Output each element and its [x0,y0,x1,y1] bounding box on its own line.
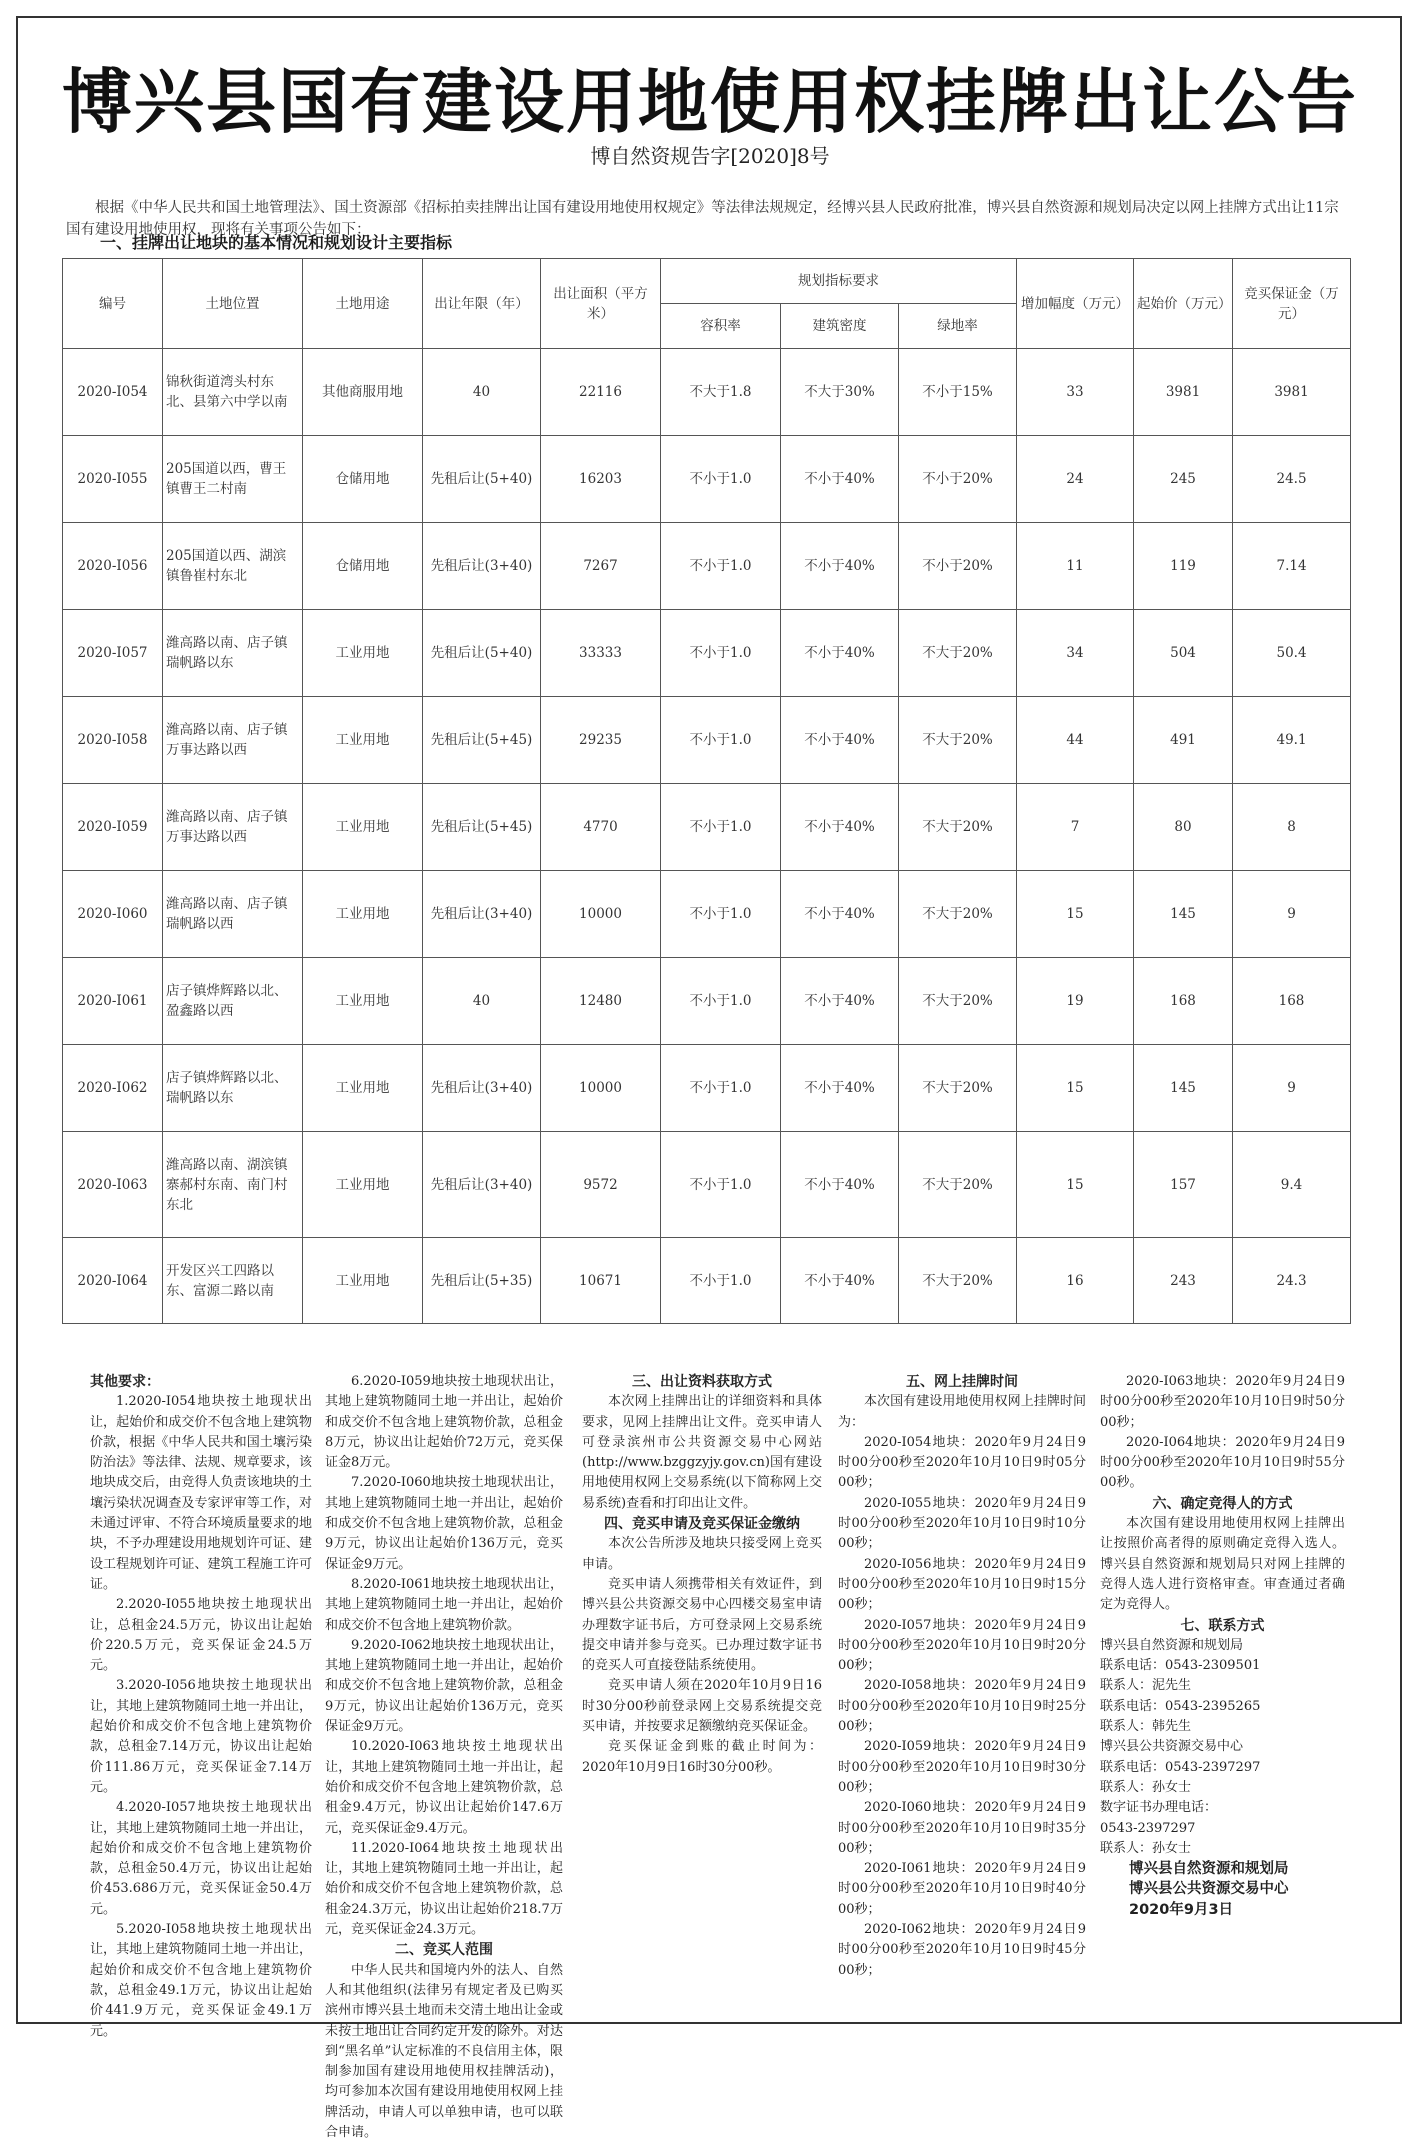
cell-deposit: 7.14 [1233,523,1351,610]
cell-location: 店子镇烨辉路以北、盈鑫路以西 [163,958,303,1045]
section-4-paragraph: 竞买申请人须携带相关有效证件，到博兴县公共资源交易中心四楼交易室申请办理数字证书后，方可登录网上交易系统提交申请并参与竞买。已办理过数字证书的竞买人可直接登陆系统使用。 [582,1576,822,1674]
cell-id: 2020-I055 [63,436,163,523]
cell-use: 工业用地 [303,1238,423,1324]
requirement-item: 9.2020-I062地块按土地现状出让，其地上建筑物随同土地一并出让，起始价和成交价不包含地上建筑物价款，总租金9万元，协议出让起始价136万元，竞买保证金9万元。 [325,1637,563,1735]
cell-id: 2020-I064 [63,1238,163,1324]
cell-id: 2020-I059 [63,784,163,871]
header-increment: 增加幅度（万元） [1017,259,1134,349]
cell-start-price: 3981 [1134,349,1233,436]
contact-line: 联系人：孙女士 [1100,1840,1192,1856]
cell-deposit: 168 [1233,958,1351,1045]
requirement-item: 11.2020-I064地块按土地现状出让，其地上建筑物随同土地一并出让，起始价和成交价不包含地上建筑物价款，总租金24.3万元，协议出让起始价218.7万元，竞买保证金24.3万元。 [325,1840,563,1938]
schedule-item: 2020-I059地块：2020年9月24日9时00分00秒至2020年10月10日9时30分00秒； [838,1739,1086,1795]
cell-green: 不小于20% [899,523,1017,610]
table-row [63,871,1351,958]
text-column-1 [90,1372,312,2039]
cell-area: 10000 [541,1045,661,1132]
cell-location: 潍高路以南、店子镇万事达路以西 [163,697,303,784]
requirement-item: 10.2020-I063地块按土地现状出让，其地上建筑物随同土地一并出让，起始价和成交价不包含地上建筑物价款，总租金9.4万元，协议出让起始价147.6万元，竞买保证金9.4万元。 [325,1739,563,1836]
section-4-paragraph: 本次公告所涉及地块只接受网上竞买申请。 [582,1536,822,1572]
cell-id: 2020-I054 [63,349,163,436]
cell-far: 不小于1.0 [661,436,781,523]
contact-line: 联系电话：0543-2309501 [1100,1658,1261,1674]
cell-density: 不小于40% [781,610,899,697]
cell-start-price: 168 [1134,958,1233,1045]
schedule-item: 2020-I063地块：2020年9月24日9时00分00秒至2020年10月10日9时50分00秒； [1100,1374,1345,1430]
table-row [63,784,1351,871]
cell-deposit: 8 [1233,784,1351,871]
contact-line: 联系电话：0543-2395265 [1100,1698,1261,1714]
table-row [63,436,1351,523]
cell-id: 2020-I058 [63,697,163,784]
cell-area: 33333 [541,610,661,697]
cell-green: 不大于20% [899,697,1017,784]
header-location: 土地位置 [163,259,303,349]
cell-area: 29235 [541,697,661,784]
cell-start-price: 80 [1134,784,1233,871]
other-requirements-title: 其他要求： [90,1374,160,1390]
cell-term: 先租后让(3+40) [423,1132,541,1238]
cell-location: 锦秋街道湾头村东北、县第六中学以南 [163,349,303,436]
requirement-item: 8.2020-I061地块按土地现状出让，其地上建筑物随同土地一并出让，起始价和成交价不包含地上建筑物价款。 [325,1576,563,1633]
cell-density: 不小于40% [781,1045,899,1132]
contact-line: 数字证书办理电话： [1100,1800,1218,1816]
cell-density: 不小于40% [781,1132,899,1238]
cell-id: 2020-I061 [63,958,163,1045]
cell-increment: 33 [1017,349,1134,436]
header-green: 绿地率 [899,304,1017,349]
cell-density: 不大于30% [781,349,899,436]
cell-increment: 16 [1017,1238,1134,1324]
schedule-item: 2020-I056地块：2020年9月24日9时00分00秒至2020年10月10日9时15分00秒； [838,1556,1086,1613]
cell-green: 不大于20% [899,871,1017,958]
contact-line: 联系人：孙女士 [1100,1779,1192,1795]
cell-area: 12480 [541,958,661,1045]
table-row [63,958,1351,1045]
cell-location: 潍高路以南、店子镇万事达路以西 [163,784,303,871]
requirement-item: 1.2020-I054地块按土地现状出让，起始价和成交价不包含地上建筑物价款，根据《中华人民共和国土壤污染防治法》等法律、法规、规章要求，该地块成交后，由竞得人负责该地块的土壤污染状况调查及专家评审等工作，对未通过评审、不符合环境质量要求的地块，不予办理建设用地规划许可证、建设工程规划许可证、建筑工程施工许可证。 [90,1394,312,1592]
cell-far: 不大于1.8 [661,349,781,436]
text-column-5 [1100,1372,1345,2012]
cell-green: 不大于20% [899,958,1017,1045]
cell-increment: 34 [1017,610,1134,697]
cell-start-price: 145 [1134,1045,1233,1132]
cell-far: 不小于1.0 [661,1132,781,1238]
cell-location: 开发区兴工四路以东、富源二路以南 [163,1238,303,1324]
cell-far: 不小于1.0 [661,1045,781,1132]
table-row [63,1132,1351,1238]
cell-green: 不小于20% [899,436,1017,523]
cell-far: 不小于1.0 [661,784,781,871]
cell-deposit: 9 [1233,871,1351,958]
cell-far: 不小于1.0 [661,958,781,1045]
cell-far: 不小于1.0 [661,610,781,697]
contact-line: 联系人：韩先生 [1100,1719,1192,1735]
schedule-item: 2020-I061地块：2020年9月24日9时00分00秒至2020年10月10日9时40分00秒； [838,1861,1086,1917]
cell-deposit: 3981 [1233,349,1351,436]
text-column-2 [325,1372,563,2140]
header-start-price: 起始价（万元） [1134,259,1233,349]
section-3-title: 三、出让资料获取方式 [632,1374,772,1390]
schedule-item: 2020-I057地块：2020年9月24日9时00分00秒至2020年10月10日9时20分00秒； [838,1617,1086,1674]
schedule-item: 2020-I064地块：2020年9月24日9时00分00秒至2020年10月10日9时55分00秒。 [1100,1434,1345,1491]
cell-density: 不小于40% [781,958,899,1045]
cell-far: 不小于1.0 [661,1238,781,1324]
cell-density: 不小于40% [781,871,899,958]
cell-start-price: 491 [1134,697,1233,784]
cell-deposit: 50.4 [1233,610,1351,697]
cell-density: 不小于40% [781,784,899,871]
table-row [63,1238,1351,1324]
text-column-3 [582,1372,822,2012]
cell-term: 先租后让(5+45) [423,784,541,871]
cell-density: 不小于40% [781,523,899,610]
cell-term: 40 [423,958,541,1045]
cell-location: 潍高路以南、湖滨镇寨郝村东南、南门村东北 [163,1132,303,1238]
cell-use: 工业用地 [303,1132,423,1238]
section-1-title: 一、挂牌出让地块的基本情况和规划设计主要指标 [100,233,453,252]
cell-far: 不小于1.0 [661,871,781,958]
schedule-item: 2020-I054地块：2020年9月24日9时00分00秒至2020年10月10日9时05分00秒； [838,1434,1086,1491]
cell-term: 40 [423,349,541,436]
header-deposit: 竞买保证金（万元） [1233,259,1351,349]
cell-density: 不小于40% [781,697,899,784]
cell-increment: 15 [1017,871,1134,958]
section-5-intro: 本次国有建设用地使用权网上挂牌时间为： [838,1394,1086,1430]
cell-area: 4770 [541,784,661,871]
section-4-title: 四、竞买申请及竞买保证金缴纳 [604,1516,800,1533]
cell-use: 工业用地 [303,958,423,1045]
header-term: 出让年限（年） [423,259,541,349]
intro-paragraph: 根据《中华人民共和国土地管理法》、国土资源部《招标拍卖挂牌出让国有建设用地使用权规定》等法律法规规定，经博兴县人民政府批准，博兴县自然资源和规划局决定以网上挂牌方式出让11宗国有建设用地使用权，现将有关事项公告如下： [66,199,1339,238]
requirement-item: 5.2020-I058地块按土地现状出让，其地上建筑物随同土地一并出让，起始价和成交价不包含地上建筑物价款，总租金49.1万元，协议出让起始价441.9万元，竞买保证金49.1万元。 [90,1922,312,2039]
cell-term: 先租后让(3+40) [423,1045,541,1132]
header-id: 编号 [63,259,163,349]
contact-line: 0543-2397297 [1100,1820,1196,1836]
requirement-item: 2.2020-I055地块按土地现状出让，总租金24.5万元，协议出让起始价220.5万元，竞买保证金24.5万元。 [90,1597,312,1674]
cell-density: 不小于40% [781,436,899,523]
cell-start-price: 157 [1134,1132,1233,1238]
cell-green: 不大于20% [899,610,1017,697]
cell-deposit: 24.3 [1233,1238,1351,1324]
cell-use: 工业用地 [303,784,423,871]
cell-deposit: 49.1 [1233,697,1351,784]
cell-location: 潍高路以南、店子镇瑞帆路以东 [163,610,303,697]
requirement-item: 7.2020-I060地块按土地现状出让，其地上建筑物随同土地一并出让，起始价和成交价不包含地上建筑物价款，总租金9万元，协议出让起始价136万元，竞买保证金9万元。 [325,1475,563,1572]
notice-title: 博兴县国有建设用地使用权挂牌出让公告 [62,61,1358,143]
contact-line: 博兴县公共资源交易中心 [1100,1739,1244,1755]
cell-far: 不小于1.0 [661,697,781,784]
cell-term: 先租后让(5+45) [423,697,541,784]
cell-deposit: 9 [1233,1045,1351,1132]
requirement-item: 3.2020-I056地块按土地现状出让，其地上建筑物随同土地一并出让，起始价和成交价不包含地上建筑物价款，总租金7.14万元，协议出让起始价111.86万元，竞买保证金7.14万元。 [90,1678,312,1795]
cell-green: 不大于20% [899,1132,1017,1238]
cell-id: 2020-I062 [63,1045,163,1132]
cell-green: 不大于20% [899,784,1017,871]
cell-area: 22116 [541,349,661,436]
cell-start-price: 243 [1134,1238,1233,1324]
requirement-item: 6.2020-I059地块按土地现状出让，其地上建筑物随同土地一并出让，起始价和成交价不包含地上建筑物价款，总租金8万元，协议出让起始价72万元，竞买保证金8万元。 [325,1374,563,1471]
cell-start-price: 119 [1134,523,1233,610]
header-planning: 规划指标要求 [661,259,1017,304]
cell-increment: 19 [1017,958,1134,1045]
cell-id: 2020-I056 [63,523,163,610]
cell-area: 7267 [541,523,661,610]
cell-term: 先租后让(5+40) [423,436,541,523]
cell-density: 不小于40% [781,1238,899,1324]
document-number: 博自然资规告字[2020]8号 [590,144,830,168]
cell-area: 16203 [541,436,661,523]
section-7-title: 七、联系方式 [1180,1617,1265,1634]
cell-use: 工业用地 [303,610,423,697]
cell-area: 10671 [541,1238,661,1324]
cell-id: 2020-I057 [63,610,163,697]
cell-increment: 15 [1017,1045,1134,1132]
text-column-4 [838,1372,1086,2012]
section-6-text: 本次国有建设用地使用权网上挂牌出让按照价高者得的原则确定竞得入选人。博兴县自然资源和规划局只对网上挂牌的竞得人选人进行资格审查。审查通过者确定为竞得人。 [1100,1516,1345,1613]
cell-increment: 24 [1017,436,1134,523]
requirement-item: 4.2020-I057地块按土地现状出让，其地上建筑物随同土地一并出让，起始价和成交价不包含地上建筑物价款，总租金50.4万元，协议出让起始价453.686万元，竞买保证金50.4万元。 [90,1800,312,1917]
cell-use: 工业用地 [303,697,423,784]
section-3-text: 本次网上挂牌出让的详细资料和具体要求，见网上挂牌出让文件。竞买申请人可登录滨州市公共资源交易中心网站(http://www.bzggzyjy.gov.cn)国有建设用地使用权网上交易系统(以下简称网上交易系统)查看和打印出让文件。 [582,1394,822,1511]
schedule-item: 2020-I062地块：2020年9月24日9时00分00秒至2020年10月10日9时45分00秒； [838,1922,1086,1978]
cell-area: 10000 [541,871,661,958]
cell-start-price: 145 [1134,871,1233,958]
cell-term: 先租后让(3+40) [423,523,541,610]
signature-org-2: 博兴县公共资源交易中心 [1129,1881,1289,1898]
table-row [63,349,1351,436]
cell-location: 205国道以西、湖滨镇鲁崔村东北 [163,523,303,610]
cell-increment: 15 [1017,1132,1134,1238]
section-6-title: 六、确定竞得人的方式 [1152,1495,1293,1512]
cell-use: 工业用地 [303,1045,423,1132]
cell-increment: 11 [1017,523,1134,610]
signature-org-1: 博兴县自然资源和规划局 [1129,1861,1289,1878]
contact-line: 联系电话：0543-2397297 [1100,1759,1261,1775]
cell-start-price: 504 [1134,610,1233,697]
cell-increment: 7 [1017,784,1134,871]
cell-green: 不小于15% [899,349,1017,436]
cell-use: 仓储用地 [303,523,423,610]
contact-line: 博兴县自然资源和规划局 [1100,1637,1244,1653]
signature-date: 2020年9月3日 [1129,1901,1234,1918]
cell-id: 2020-I063 [63,1132,163,1238]
cell-far: 不小于1.0 [661,523,781,610]
cell-term: 先租后让(3+40) [423,871,541,958]
cell-term: 先租后让(5+35) [423,1238,541,1324]
cell-use: 仓储用地 [303,436,423,523]
cell-area: 9572 [541,1132,661,1238]
header-far: 容积率 [661,304,781,349]
cell-term: 先租后让(5+40) [423,610,541,697]
cell-green: 不大于20% [899,1045,1017,1132]
section-2-text: 中华人民共和国境内外的法人、自然人和其他组织(法律另有规定者及已购买滨州市博兴县土地而未交清土地出让金或未按土地出让合同约定开发的除外。对达到“黑名单”认定标准的不良信用主体，限制参加国有建设用地使用权挂牌活动)，均可参加本次国有建设用地使用权网上挂牌活动，申请人可以单独申请，也可以联合申请。 [325,1962,563,2140]
section-4-paragraph: 竞买申请人须在2020年10月9日16时30分00秒前登录网上交易系统提交竞买申请，并按要求足额缴纳竞买保证金。 [582,1678,822,1735]
header-area: 出让面积（平方米） [541,259,661,349]
schedule-item: 2020-I058地块：2020年9月24日9时00分00秒至2020年10月10日9时25分00秒； [838,1678,1086,1735]
cell-use: 工业用地 [303,871,423,958]
cell-location: 205国道以西，曹王镇曹王二村南 [163,436,303,523]
table-row [63,523,1351,610]
section-4-paragraph: 竞买保证金到账的截止时间为：2020年10月9日16时30分00秒。 [582,1739,822,1775]
cell-deposit: 24.5 [1233,436,1351,523]
parcel-table [62,258,1351,1324]
cell-use: 其他商服用地 [303,349,423,436]
table-row [63,697,1351,784]
cell-location: 潍高路以南、店子镇瑞帆路以西 [163,871,303,958]
table-row [63,610,1351,697]
cell-start-price: 245 [1134,436,1233,523]
header-density: 建筑密度 [781,304,899,349]
cell-deposit: 9.4 [1233,1132,1351,1238]
contact-line: 联系人：泥先生 [1100,1678,1192,1694]
section-5-title: 五、网上挂牌时间 [906,1374,1018,1390]
cell-id: 2020-I060 [63,871,163,958]
schedule-item: 2020-I055地块：2020年9月24日9时00分00秒至2020年10月10日9时10分00秒； [838,1495,1086,1552]
schedule-item: 2020-I060地块：2020年9月24日9时00分00秒至2020年10月10日9时35分00秒； [838,1800,1086,1856]
cell-green: 不大于20% [899,1238,1017,1324]
cell-location: 店子镇烨辉路以北、瑞帆路以东 [163,1045,303,1132]
header-use: 土地用途 [303,259,423,349]
section-2-title: 二、竞买人范围 [395,1942,493,1959]
cell-increment: 44 [1017,697,1134,784]
table-row [63,1045,1351,1132]
